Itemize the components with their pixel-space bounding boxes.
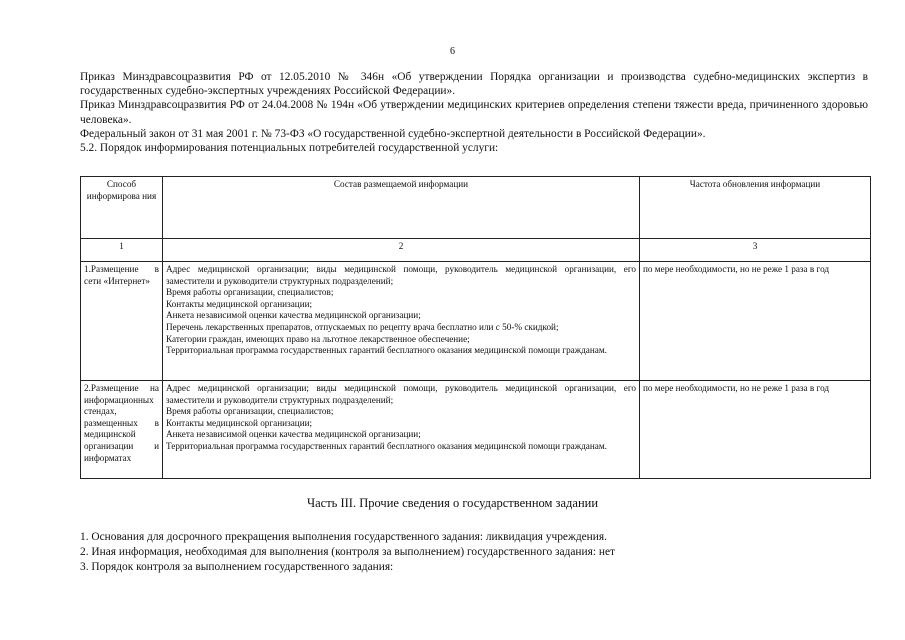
content-line: Контакты медицинской организации; bbox=[166, 298, 313, 309]
content-line: Анкета независимой оценки качества медицинской организации; bbox=[166, 310, 421, 321]
closing-block bbox=[80, 530, 868, 575]
section-title: Часть III. Прочие сведения о государственном задании bbox=[306, 496, 599, 510]
table-row bbox=[81, 381, 871, 479]
content-cell bbox=[163, 381, 640, 479]
content-line: Адрес медицинской организации; виды медицинской помощи, руководитель медицинской организации, его заместители и руководители структурных подразделений; bbox=[166, 383, 636, 405]
intro-paragraph: Приказ Минздравсоцразвития РФ от 12.05.2010 № 346н «Об утверждении Порядка организации и производства судебно-медицинских экспертиз в государственных судебно-экспертных учреждениях Российской Федерации». bbox=[80, 71, 868, 98]
content-line: Время работы организации, специалистов; bbox=[166, 287, 334, 298]
content-line: Контакты медицинской организации; bbox=[166, 417, 313, 428]
content-line: Территориальная программа государственных гарантий бесплатного оказания медицинской помощи гражданам. bbox=[166, 345, 607, 356]
method-cell: 1.Размещение в сети «Интернет» bbox=[81, 262, 163, 381]
column-number: 2 bbox=[163, 239, 640, 262]
content-line: Анкета независимой оценки качества медицинской организации; bbox=[166, 429, 421, 440]
content-line: Адрес медицинской организации; виды медицинской помощи, руководитель медицинской организации, его заместители и руководители структурных подразделений; bbox=[166, 264, 636, 286]
intro-block bbox=[80, 70, 868, 155]
closing-item: 1. Основания для досрочного прекращения выполнения государственного задания: ликвидация учреждения. bbox=[80, 531, 607, 543]
content-line: Перечень лекарственных препаратов, отпускаемых по рецепту врача бесплатно или с 50-% скидкой; bbox=[166, 321, 559, 332]
table-row bbox=[81, 262, 871, 381]
header-content: Состав размещаемой информации bbox=[163, 177, 640, 239]
intro-paragraph: Приказ Минздравсоцразвития РФ от 24.04.2008 № 194н «Об утверждении медицинских критериев определения степени тяжести вреда, причиненного здоровью человека». bbox=[80, 99, 868, 126]
closing-item: 2. Иная информация, необходимая для выполнения (контроля за выполнением) государственного задания: нет bbox=[80, 546, 615, 558]
table-number-row bbox=[81, 239, 871, 262]
column-number: 1 bbox=[81, 239, 163, 262]
page-number: 6 bbox=[450, 46, 455, 57]
table-header-row bbox=[81, 177, 871, 239]
method-cell: 2.Размещение на информационных стендах, размещенных в медицинской организации и информатах bbox=[81, 381, 163, 479]
intro-paragraph: 5.2. Порядок информирования потенциальных потребителей государственной услуги: bbox=[80, 142, 499, 155]
content-line: Время работы организации, специалистов; bbox=[166, 406, 334, 417]
column-number: 3 bbox=[640, 239, 871, 262]
closing-item: 3. Порядок контроля за выполнением государственного задания: bbox=[80, 561, 394, 573]
content-cell bbox=[163, 262, 640, 381]
frequency-cell: по мере необходимости, но не реже 1 раза в год bbox=[640, 262, 871, 381]
frequency-cell: по мере необходимости, но не реже 1 раза в год bbox=[640, 381, 871, 479]
header-frequency: Частота обновления информации bbox=[640, 177, 871, 239]
header-method: Способ информирова ния bbox=[81, 177, 163, 239]
information-table bbox=[80, 176, 871, 479]
content-line: Территориальная программа государственных гарантий бесплатного оказания медицинской помощи гражданам. bbox=[166, 440, 607, 451]
content-line: Категории граждан, имеющих право на льготное лекарственное обеспечение; bbox=[166, 333, 470, 344]
intro-paragraph: Федеральный закон от 31 мая 2001 г. № 73-ФЗ «О государственной судебно-экспертной деятельности в Российской Федерации». bbox=[80, 127, 706, 140]
